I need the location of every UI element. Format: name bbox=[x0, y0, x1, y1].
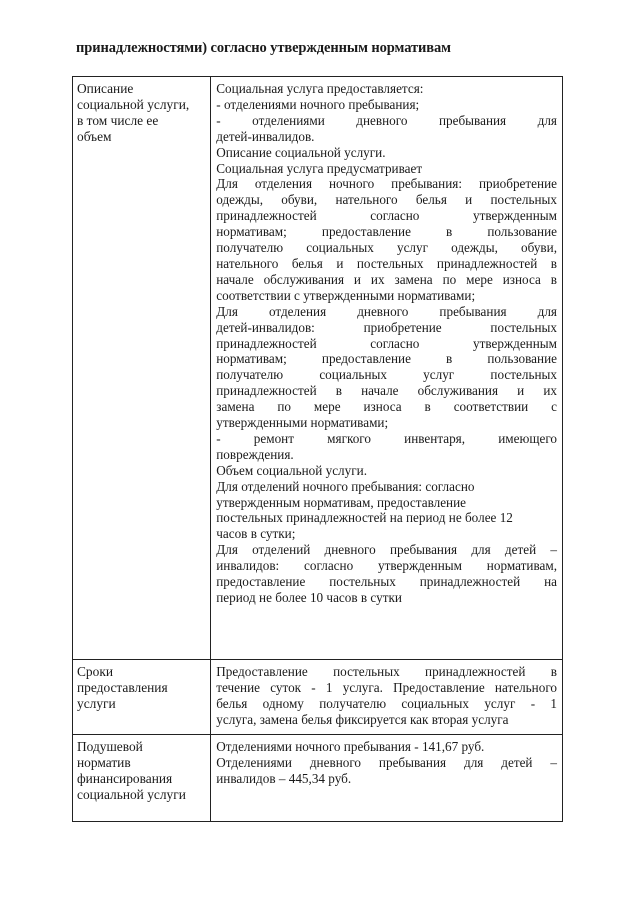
content-line: одежды, обуви, нательного белья и постельных bbox=[216, 192, 557, 208]
row-label-line: предоставления bbox=[77, 679, 168, 695]
content-line: инвалидов – 445,34 руб. bbox=[216, 770, 352, 786]
row-content bbox=[211, 77, 563, 660]
table-row-description bbox=[73, 77, 563, 660]
content-line: принадлежностей согласно утвержденным bbox=[216, 335, 557, 351]
table-row-financing bbox=[73, 735, 563, 822]
content-line: соответствии с утвержденными нормативами; bbox=[216, 287, 476, 303]
row-label-line: Подушевой bbox=[77, 739, 143, 754]
content-line: получателю социальных услуг постельных bbox=[216, 367, 557, 383]
row-label-line: норматив bbox=[77, 754, 131, 770]
content-line: Отделениями дневного пребывания для детей – bbox=[216, 754, 557, 770]
row-label-line: Сроки bbox=[77, 664, 113, 679]
content-line: повреждения. bbox=[216, 446, 294, 462]
content-line: течение суток - 1 услуга. Предоставление нательного bbox=[216, 679, 557, 695]
content-line: Для отделения дневного пребывания для bbox=[216, 303, 557, 319]
content-line: начале обслуживания и их замена по мере износа в bbox=[216, 271, 557, 287]
content-line: Для отделения ночного пребывания: приобретение bbox=[216, 176, 557, 192]
content-line: Описание социальной услуги. bbox=[216, 144, 386, 160]
content-line: утвержденными нормативами; bbox=[216, 415, 389, 431]
content-line: услуга, замена белья фиксируется как вторая услуга bbox=[216, 711, 509, 727]
content-line: Для отделений дневного пребывания для детей – bbox=[216, 542, 557, 558]
content-line: нательного белья и постельных принадлежностей в bbox=[216, 255, 557, 271]
content-line: белья одному получателю социальных услуг - 1 bbox=[216, 695, 557, 711]
row-label-line: услуги bbox=[77, 695, 116, 711]
content-line: Предоставление постельных принадлежностей в bbox=[216, 664, 557, 679]
service-table bbox=[72, 76, 563, 822]
row-label bbox=[73, 77, 211, 660]
row-label bbox=[73, 660, 211, 735]
content-line: Объем социальной услуги. bbox=[216, 462, 367, 478]
content-line: период не более 10 часов в сутки bbox=[216, 590, 402, 605]
row-label-line: объем bbox=[77, 128, 112, 144]
content-line: детей-инвалидов: приобретение постельных bbox=[216, 319, 557, 335]
content-line: Социальная услуга предоставляется: bbox=[216, 81, 424, 96]
row-label-line: социальной услуги bbox=[77, 786, 186, 802]
content-line: часов в сутки; bbox=[216, 526, 296, 542]
row-label-line: в том числе ее bbox=[77, 112, 159, 128]
content-line: утвержденным нормативам, предоставление bbox=[216, 494, 467, 510]
content-line: Социальная услуга предусматривает bbox=[216, 160, 423, 176]
content-line: постельных принадлежностей на период не более 12 bbox=[216, 510, 513, 526]
content-line: нормативам; предоставление в пользование bbox=[216, 351, 557, 367]
section-heading: принадлежностями) согласно утвержденным нормативам bbox=[76, 40, 451, 56]
content-line: нормативам; предоставление в пользование bbox=[216, 224, 557, 240]
row-label bbox=[73, 735, 211, 822]
content-line: получателю социальных услуг одежды, обуви, bbox=[216, 240, 557, 256]
content-line: замена по мере износа в соответствии с bbox=[216, 399, 557, 415]
row-content bbox=[211, 660, 563, 735]
row-label-line: социальной услуги, bbox=[77, 96, 190, 112]
table-row-terms bbox=[73, 660, 563, 735]
row-label-line: финансирования bbox=[77, 770, 173, 786]
content-line: принадлежностей согласно утвержденным bbox=[216, 208, 557, 224]
row-label-line: Описание bbox=[77, 81, 134, 96]
content-line: - отделениями дневного пребывания для bbox=[216, 112, 557, 128]
content-line: Для отделений ночного пребывания: согласно bbox=[216, 478, 475, 494]
content-line: инвалидов: согласно утвержденным нормативам, bbox=[216, 558, 557, 574]
content-line: детей-инвалидов. bbox=[216, 128, 315, 144]
row-content bbox=[211, 735, 563, 822]
content-line: предоставление постельных принадлежностей на bbox=[216, 574, 557, 590]
content-line: - отделениями ночного пребывания; bbox=[216, 96, 420, 112]
content-line: принадлежностей в начале обслуживания и их bbox=[216, 383, 557, 399]
content-line: Отделениями ночного пребывания - 141,67 руб. bbox=[216, 739, 485, 754]
content-line: - ремонт мягкого инвентаря, имеющего bbox=[216, 430, 557, 446]
